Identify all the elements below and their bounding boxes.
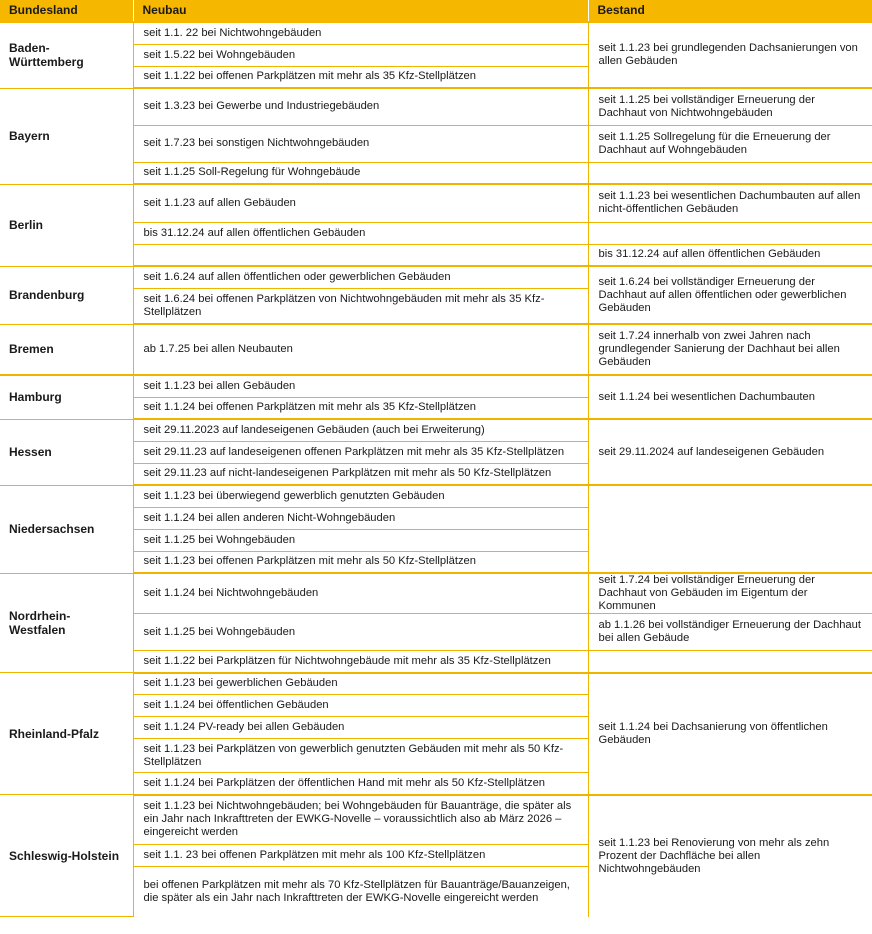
- neubau-cell: seit 1.1.23 bei allen Gebäuden: [133, 375, 588, 397]
- neubau-cell: seit 1.3.23 bei Gewerbe und Industriegebäuden: [133, 88, 588, 125]
- neubau-cell: seit 1.1.22 bei offenen Parkplätzen mit mehr als 35 Kfz-Stellplätzen: [133, 66, 588, 88]
- neubau-cell: seit 1.1.24 PV-ready bei allen Gebäuden: [133, 717, 588, 739]
- neubau-cell: seit 1.1.23 bei Parkplätzen von gewerblich genutzten Gebäuden mit mehr als 50 Kfz-Stellplätzen: [133, 739, 588, 773]
- state-cell: Schleswig-Holstein: [0, 795, 133, 917]
- neubau-cell: seit 29.11.23 auf landeseigenen offenen Parkplätzen mit mehr als 35 Kfz-Stellplätzen: [133, 441, 588, 463]
- neubau-cell: seit 1.1. 23 bei offenen Parkplätzen mit mehr als 100 Kfz-Stellplätzen: [133, 845, 588, 867]
- neubau-cell: seit 1.1.23 auf allen Gebäuden: [133, 184, 588, 222]
- bestand-cell: [588, 485, 872, 573]
- neubau-cell: seit 1.1.24 bei Nichtwohngebäuden: [133, 573, 588, 614]
- neubau-cell: seit 1.1.23 bei Nichtwohngebäuden; bei Wohngebäuden für Bauanträge, die später als ein Jahr nach Inkrafttreten der EWKG-Novelle – voraussichtlich also ab März 2026 – eingereicht werden: [133, 795, 588, 845]
- neubau-cell: seit 1.1.23 bei offenen Parkplätzen mit mehr als 50 Kfz-Stellplätzen: [133, 551, 588, 573]
- state-cell: Hamburg: [0, 375, 133, 419]
- state-cell: Hessen: [0, 419, 133, 485]
- state-cell: Berlin: [0, 184, 133, 266]
- neubau-cell: seit 1.1.24 bei allen anderen Nicht-Wohngebäuden: [133, 507, 588, 529]
- neubau-cell: seit 1.7.23 bei sonstigen Nichtwohngebäuden: [133, 125, 588, 162]
- bestand-cell: seit 1.1.25 bei vollständiger Erneuerung der Dachhaut von Nichtwohngebäuden: [588, 88, 872, 125]
- bestand-cell: seit 1.1.23 bei wesentlichen Dachumbauten auf allen nicht-öffentlichen Gebäuden: [588, 184, 872, 222]
- header-neubau: Neubau: [133, 0, 588, 22]
- bestand-cell: [588, 222, 872, 244]
- neubau-cell: seit 1.1.24 bei offenen Parkplätzen mit mehr als 35 Kfz-Stellplätzen: [133, 397, 588, 419]
- state-cell: Baden- Württemberg: [0, 22, 133, 88]
- bestand-cell: [588, 162, 872, 184]
- header-state: Bundesland: [0, 0, 133, 22]
- header-bestand: Bestand: [588, 0, 872, 22]
- neubau-cell: seit 1.6.24 auf allen öffentlichen oder gewerblichen Gebäuden: [133, 266, 588, 288]
- neubau-cell: seit 1.1.24 bei öffentlichen Gebäuden: [133, 695, 588, 717]
- neubau-cell: seit 1.1.25 Soll-Regelung für Wohngebäude: [133, 162, 588, 184]
- bestand-cell: seit 1.1.23 bei Renovierung von mehr als zehn Prozent der Dachfläche bei allen Nichtwohngebäuden: [598, 836, 830, 875]
- neubau-cell: seit 29.11.23 auf nicht-landeseigenen Parkplätzen mit mehr als 50 Kfz-Stellplätzen: [133, 463, 588, 485]
- neubau-cell: seit 1.1. 22 bei Nichtwohngebäuden: [133, 22, 588, 44]
- neubau-cell: seit 1.5.22 bei Wohngebäuden: [133, 44, 588, 66]
- neubau-cell: [133, 244, 588, 266]
- state-cell: Bayern: [0, 88, 133, 184]
- neubau-cell: seit 1.1.22 bei Parkplätzen für Nichtwohngebäude mit mehr als 35 Kfz-Stellplätzen: [133, 651, 588, 673]
- bestand-cell: seit 1.1.24 bei wesentlichen Dachumbauten: [588, 375, 872, 419]
- neubau-cell: bis 31.12.24 auf allen öffentlichen Gebäuden: [133, 222, 588, 244]
- bestand-cell: seit 29.11.2024 auf landeseigenen Gebäuden: [588, 419, 872, 485]
- state-cell: Bremen: [0, 324, 133, 375]
- neubau-cell: seit 1.1.23 bei überwiegend gewerblich genutzten Gebäuden: [133, 485, 588, 507]
- state-cell: Nordrhein- Westfalen: [0, 573, 133, 673]
- bestand-cell: [588, 651, 872, 673]
- bestand-cell: seit 1.7.24 innerhalb von zwei Jahren nach grundlegender Sanierung der Dachhaut bei allen Gebäuden: [588, 324, 872, 375]
- bestand-cell: seit 1.1.23 bei grundlegenden Dachsanierungen von allen Gebäuden: [588, 22, 872, 88]
- bestand-cell: seit 1.6.24 bei vollständiger Erneuerung der Dachhaut auf allen öffentlichen oder gewerblichen Gebäuden: [588, 266, 872, 324]
- state-cell: Rheinland-Pfalz: [0, 673, 133, 795]
- neubau-cell: seit 1.6.24 bei offenen Parkplätzen von Nichtwohngebäuden mit mehr als 35 Kfz-Stellplätzen: [133, 288, 588, 324]
- neubau-cell: bei offenen Parkplätzen mit mehr als 70 Kfz-Stellplätzen für Bauanträge/Bauanzeigen, die später als ein Jahr nach Inkrafttreten der EWKG-Novelle eingereicht werden: [133, 867, 588, 917]
- bestand-cell: ab 1.1.26 bei vollständiger Erneuerung der Dachhaut bei allen Gebäude: [588, 614, 872, 651]
- state-cell: Brandenburg: [0, 266, 133, 324]
- bestand-cell: seit 1.1.24 bei Dachsanierung von öffentlichen Gebäuden: [588, 673, 872, 795]
- state-cell: Niedersachsen: [0, 485, 133, 573]
- neubau-cell: seit 1.1.25 bei Wohngebäuden: [133, 614, 588, 651]
- neubau-cell: ab 1.7.25 bei allen Neubauten: [133, 324, 588, 375]
- neubau-cell: seit 1.1.24 bei Parkplätzen der öffentlichen Hand mit mehr als 50 Kfz-Stellplätzen: [133, 773, 588, 795]
- neubau-cell: seit 29.11.2023 auf landeseigenen Gebäuden (auch bei Erweiterung): [133, 419, 588, 441]
- bestand-cell: bis 31.12.24 auf allen öffentlichen Gebäuden: [588, 244, 872, 266]
- bestand-cell: seit 1.7.24 bei vollständiger Erneuerung der Dachhaut von Gebäuden im Eigentum der Kommunen: [588, 573, 872, 614]
- neubau-cell: seit 1.1.23 bei gewerblichen Gebäuden: [133, 673, 588, 695]
- bestand-cell: seit 1.1.25 Sollregelung für die Erneuerung der Dachhaut auf Wohngebäuden: [588, 125, 872, 162]
- neubau-cell: seit 1.1.25 bei Wohngebäuden: [133, 529, 588, 551]
